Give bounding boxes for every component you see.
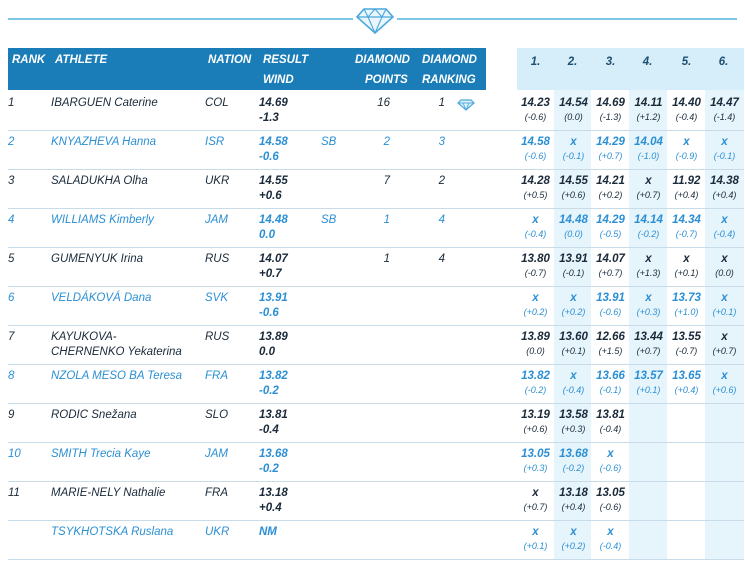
attempt-value: 13.81 (596, 409, 625, 421)
attempt-cell (630, 174, 667, 202)
result-cell: 14.55 (259, 175, 288, 187)
attempt-cell (592, 447, 629, 475)
header-nation: NATION (208, 54, 252, 66)
attempt-wind: (+0.6) (712, 385, 737, 395)
attempt-wind: (+1.5) (598, 346, 623, 356)
table-row (8, 208, 744, 248)
attempt-wind: (+0.1) (636, 385, 661, 395)
wind-cell: 0.0 (259, 346, 275, 358)
attempt-wind: (-0.4) (713, 229, 736, 239)
rank-cell: 11 (8, 487, 20, 499)
table-row (8, 286, 744, 326)
attempt-value: x (721, 292, 728, 304)
attempt-wind: (+0.1) (712, 307, 737, 317)
attempt-value: 13.58 (559, 409, 588, 421)
attempt-wind: (+0.7) (636, 346, 661, 356)
wind-cell: -0.4 (259, 424, 279, 436)
attempt-cell (555, 486, 592, 514)
nation-cell: SVK (205, 292, 229, 304)
attempt-cell (555, 369, 592, 397)
attempt-value: x (683, 136, 690, 148)
attempt-cell (706, 369, 743, 397)
rank-cell: 7 (8, 331, 15, 343)
header-attempt-4: 4. (642, 56, 653, 68)
attempt-wind: (-0.6) (599, 463, 622, 473)
attempt-cell (555, 96, 592, 124)
header-athlete: ATHLETE (55, 54, 108, 66)
header-attempt-2: 2. (567, 56, 578, 68)
attempt-value: x (721, 253, 728, 265)
attempt-cell (517, 135, 554, 163)
attempt-wind: (0.0) (564, 229, 583, 239)
athlete-name: SALADUKHA Olha (51, 175, 148, 187)
attempt-cell (668, 96, 705, 124)
rank-cell: 10 (8, 448, 21, 460)
attempt-value: x (570, 526, 577, 538)
attempt-wind: (-0.2) (637, 229, 660, 239)
wind-cell: +0.6 (259, 190, 282, 202)
attempt-cell (592, 252, 629, 280)
header-attempt-3: 3. (605, 56, 616, 68)
diamond-ranking-cell: 3 (438, 136, 445, 148)
header-attempt-5: 5. (681, 56, 692, 68)
attempt-wind: (+0.5) (523, 190, 548, 200)
attempt-wind: (+1.3) (636, 268, 661, 278)
attempt-value: 13.73 (672, 292, 701, 304)
attempt-cell (517, 447, 554, 475)
attempt-cell (592, 408, 629, 436)
attempt-wind: (+1.0) (674, 307, 699, 317)
wind-cell: -0.2 (259, 385, 279, 397)
attempt-wind: (+0.7) (636, 190, 661, 200)
attempt-cell (517, 408, 554, 436)
attempt-value: 13.57 (634, 370, 663, 382)
attempt-value: 14.48 (559, 214, 588, 226)
attempt-cell (555, 252, 592, 280)
attempt-value: x (532, 526, 539, 538)
attempt-wind: (+0.2) (561, 307, 586, 317)
nation-cell: UKR (205, 526, 230, 538)
attempt-wind: (+0.7) (598, 151, 623, 161)
attempt-wind: (-0.6) (599, 502, 622, 512)
attempt-wind: (-0.7) (675, 346, 698, 356)
attempt-wind: (-0.6) (524, 151, 547, 161)
attempt-wind: (0.0) (715, 268, 734, 278)
attempt-wind: (-0.7) (675, 229, 698, 239)
attempt-value: x (721, 136, 728, 148)
season-best-badge: SB (321, 136, 337, 148)
header-wind: WIND (263, 74, 294, 86)
attempt-value: x (570, 370, 577, 382)
table-row (8, 130, 744, 170)
attempt-cell (630, 135, 667, 163)
attempt-wind: (0.0) (564, 112, 583, 122)
attempt-cell (630, 369, 667, 397)
attempt-value: 13.18 (559, 487, 588, 499)
attempt-cell (668, 174, 705, 202)
result-cell: 13.91 (259, 292, 288, 304)
diamond-ranking-cell: 1 (438, 97, 445, 109)
attempt-cell (517, 486, 554, 514)
attempt-value: 11.92 (672, 175, 701, 187)
attempt-value: 13.68 (559, 448, 588, 460)
attempt-cell (592, 291, 629, 319)
table-row (8, 247, 744, 287)
wind-cell: -0.6 (259, 307, 279, 319)
header-diamond-points-1: DIAMOND (355, 54, 410, 66)
attempt-cell (555, 408, 592, 436)
athlete-name: IBARGUEN Caterine (51, 97, 158, 109)
attempt-value: 14.69 (596, 97, 625, 109)
diamond-ranking-cell: 4 (438, 253, 445, 265)
athlete-name: GUMENYUK Irina (51, 253, 144, 265)
attempt-wind: (+0.3) (636, 307, 661, 317)
attempt-wind: (+0.7) (523, 502, 548, 512)
attempt-wind: (+0.6) (561, 190, 586, 200)
attempt-value: 14.40 (672, 97, 701, 109)
header-attempt-6: 6. (718, 56, 729, 68)
attempt-wind: (+1.2) (636, 112, 661, 122)
attempt-cell (555, 135, 592, 163)
nation-cell: SLO (205, 409, 229, 421)
season-best-badge: SB (321, 214, 337, 226)
attempt-wind: (0.0) (526, 346, 545, 356)
attempt-value: 14.58 (521, 136, 550, 148)
athlete-name-line-2: CHERNENKO Yekaterina (51, 346, 182, 358)
attempt-wind: (-0.4) (599, 541, 622, 551)
attempt-wind: (-0.5) (599, 229, 622, 239)
attempt-value: 14.07 (596, 253, 625, 265)
attempt-cell (706, 135, 743, 163)
attempt-value: 13.65 (672, 370, 701, 382)
results-table-header (8, 48, 486, 90)
attempt-cell (706, 291, 743, 319)
attempt-value: x (721, 370, 728, 382)
result-cell: 13.81 (259, 409, 288, 421)
attempt-wind: (+0.7) (598, 268, 623, 278)
diamond-points-cell: 1 (383, 253, 390, 265)
attempt-value: x (607, 448, 614, 460)
table-row (8, 520, 744, 560)
wind-cell: 0.0 (259, 229, 275, 241)
nation-cell: UKR (205, 175, 230, 187)
attempt-wind: (+0.1) (674, 268, 699, 278)
attempt-value: 14.29 (596, 136, 625, 148)
attempt-wind: (-1.3) (599, 112, 622, 122)
attempt-value: 13.60 (559, 331, 588, 343)
attempt-value: 13.82 (521, 370, 550, 382)
diamond-points-cell: 16 (377, 97, 390, 109)
attempts-header (517, 48, 744, 90)
attempt-value: 14.04 (634, 136, 663, 148)
diamond-points-cell: 2 (383, 136, 390, 148)
attempt-cell (592, 369, 629, 397)
result-cell: 13.82 (259, 370, 288, 382)
attempt-value: x (645, 175, 652, 187)
rank-cell: 9 (8, 409, 15, 421)
nation-cell: RUS (205, 253, 230, 265)
attempt-cell (517, 369, 554, 397)
table-row (8, 91, 744, 131)
athlete-name: KAYUKOVA- (51, 331, 117, 343)
attempt-wind: (+0.6) (523, 424, 548, 434)
table-row (8, 325, 744, 365)
attempt-wind: (+0.4) (674, 385, 699, 395)
header-attempt-1: 1. (530, 56, 541, 68)
athlete-name: RODIC Snežana (51, 409, 137, 421)
attempt-value: x (532, 214, 539, 226)
attempt-value: 14.54 (559, 97, 588, 109)
result-cell: 14.07 (259, 253, 288, 265)
attempt-cell (555, 447, 592, 475)
diamond-icon (353, 8, 397, 36)
result-cell: 13.89 (259, 331, 288, 343)
table-row (8, 481, 744, 521)
attempt-cell (630, 213, 667, 241)
attempt-value: x (721, 214, 728, 226)
attempt-value: x (607, 526, 614, 538)
attempt-cell (517, 174, 554, 202)
diamond-points-cell: 7 (383, 175, 390, 187)
attempt-value: 13.05 (521, 448, 550, 460)
attempt-wind: (+0.2) (523, 307, 548, 317)
header-rank: RANK (12, 54, 46, 66)
attempt-wind: (-0.4) (524, 229, 547, 239)
diamond-ranking-cell: 4 (438, 214, 445, 226)
attempt-value: x (532, 487, 539, 499)
table-row (8, 364, 744, 404)
attempt-cell (517, 252, 554, 280)
athlete-name: NZOLA MESO BA Teresa (51, 370, 183, 382)
diamond-icon (457, 98, 475, 116)
attempt-value: 14.23 (521, 97, 550, 109)
attempt-wind: (+0.3) (561, 424, 586, 434)
nation-cell: JAM (205, 448, 228, 460)
attempt-cell (630, 291, 667, 319)
table-row (8, 442, 744, 482)
attempt-value: 12.66 (596, 331, 625, 343)
rank-cell: 3 (8, 175, 15, 187)
attempt-wind: (+0.1) (523, 541, 548, 551)
attempt-cell (592, 174, 629, 202)
attempt-value: 14.28 (521, 175, 550, 187)
attempt-value: x (570, 136, 577, 148)
wind-cell: -1.3 (259, 112, 279, 124)
attempt-value: 14.21 (596, 175, 625, 187)
header-diamond-points-2: POINTS (365, 74, 408, 86)
attempt-cell (706, 213, 743, 241)
attempt-cell (555, 330, 592, 358)
attempt-value: 14.14 (634, 214, 663, 226)
attempt-wind: (-0.2) (524, 385, 547, 395)
attempt-value: 13.91 (559, 253, 588, 265)
rank-cell: 1 (8, 97, 15, 109)
attempt-value: 13.91 (596, 292, 625, 304)
attempt-cell (630, 252, 667, 280)
attempt-wind: (+0.2) (561, 541, 586, 551)
attempt-wind: (+0.3) (523, 463, 548, 473)
attempt-value: 14.29 (596, 214, 625, 226)
nation-cell: FRA (205, 370, 228, 382)
attempt-cell (668, 291, 705, 319)
athlete-name: MARIE-NELY Nathalie (51, 487, 166, 499)
attempt-cell (668, 330, 705, 358)
result-cell: 13.18 (259, 487, 288, 499)
attempt-wind: (+0.4) (712, 190, 737, 200)
attempt-value: x (532, 292, 539, 304)
attempt-value: x (683, 253, 690, 265)
attempt-cell (517, 213, 554, 241)
diamond-ranking-cell: 2 (438, 175, 445, 187)
attempt-wind: (+0.1) (561, 346, 586, 356)
diamond-points-cell: 1 (383, 214, 390, 226)
attempt-value: 13.55 (672, 331, 701, 343)
attempt-wind: (-0.9) (675, 151, 698, 161)
attempt-wind: (+0.7) (712, 346, 737, 356)
attempt-value: x (721, 331, 728, 343)
rank-cell: 2 (8, 136, 15, 148)
nation-cell: JAM (205, 214, 228, 226)
attempt-wind: (-0.4) (562, 385, 585, 395)
header-diamond-ranking-1: DIAMOND (422, 54, 477, 66)
attempt-value: 13.66 (596, 370, 625, 382)
attempt-cell (668, 135, 705, 163)
attempt-cell (706, 252, 743, 280)
nation-cell: ISR (205, 136, 225, 148)
attempt-value: 14.55 (559, 175, 588, 187)
attempt-cell (517, 330, 554, 358)
attempt-value: 13.89 (521, 331, 550, 343)
rank-cell: 5 (8, 253, 15, 265)
attempt-value: 14.38 (710, 175, 739, 187)
attempt-cell (517, 525, 554, 553)
attempt-value: 13.19 (521, 409, 550, 421)
result-cell: 13.68 (259, 448, 288, 460)
nation-cell: FRA (205, 487, 228, 499)
attempt-cell (592, 135, 629, 163)
attempt-wind: (-1.4) (713, 112, 736, 122)
header-result: RESULT (263, 54, 309, 66)
athlete-name: KNYAZHEVA Hanna (51, 136, 157, 148)
athlete-name: VELDÁKOVÁ Dana (51, 292, 152, 304)
attempt-cell (592, 525, 629, 553)
table-row (8, 169, 744, 209)
wind-cell: -0.6 (259, 151, 279, 163)
header-diamond-ranking-2: RANKING (422, 74, 476, 86)
attempt-value: 14.11 (634, 97, 663, 109)
attempt-cell (592, 213, 629, 241)
attempt-value: 13.44 (634, 331, 663, 343)
attempt-cell (517, 291, 554, 319)
athlete-name: WILLIAMS Kimberly (51, 214, 154, 226)
nation-cell: RUS (205, 331, 230, 343)
attempt-cell (592, 330, 629, 358)
attempt-cell (555, 525, 592, 553)
attempt-value: x (570, 292, 577, 304)
result-cell: 14.58 (259, 136, 288, 148)
attempt-cell (592, 486, 629, 514)
attempt-cell (706, 96, 743, 124)
attempt-value: x (645, 253, 652, 265)
attempt-wind: (+0.4) (674, 190, 699, 200)
attempt-wind: (+0.4) (561, 502, 586, 512)
result-cell: NM (259, 526, 277, 538)
athlete-name: SMITH Trecia Kaye (51, 448, 151, 460)
attempt-wind: (-0.4) (675, 112, 698, 122)
result-cell: 14.48 (259, 214, 288, 226)
attempt-cell (592, 96, 629, 124)
attempt-cell (555, 174, 592, 202)
attempt-cell (706, 174, 743, 202)
rank-cell: 4 (8, 214, 15, 226)
result-cell: 14.69 (259, 97, 288, 109)
attempt-wind: (-0.4) (599, 424, 622, 434)
attempt-wind: (-0.7) (524, 268, 547, 278)
attempt-wind: (-0.6) (524, 112, 547, 122)
attempt-wind: (-0.2) (562, 463, 585, 473)
attempt-cell (630, 330, 667, 358)
wind-cell: +0.7 (259, 268, 282, 280)
attempt-wind: (-0.1) (599, 385, 622, 395)
attempt-wind: (-0.1) (562, 151, 585, 161)
attempt-value: 14.47 (710, 97, 739, 109)
attempt-cell (706, 330, 743, 358)
attempt-cell (630, 96, 667, 124)
attempt-wind: (-0.1) (713, 151, 736, 161)
attempt-cell (668, 213, 705, 241)
attempt-cell (517, 96, 554, 124)
attempt-cell (668, 369, 705, 397)
table-row (8, 403, 744, 443)
nation-cell: COL (205, 97, 229, 109)
attempt-value: 13.80 (521, 253, 550, 265)
wind-cell: -0.2 (259, 463, 279, 475)
rank-cell: 8 (8, 370, 15, 382)
attempt-wind: (-0.6) (599, 307, 622, 317)
attempt-wind: (-1.0) (637, 151, 660, 161)
attempt-value: 13.05 (596, 487, 625, 499)
attempt-value: 14.34 (672, 214, 701, 226)
athlete-name: TSYKHOTSKA Ruslana (51, 526, 174, 538)
rank-cell: 6 (8, 292, 15, 304)
wind-cell: +0.4 (259, 502, 282, 514)
attempt-cell (668, 252, 705, 280)
attempt-cell (555, 291, 592, 319)
attempt-wind: (+0.2) (598, 190, 623, 200)
attempt-wind: (-0.1) (562, 268, 585, 278)
attempt-cell (555, 213, 592, 241)
attempt-value: x (645, 292, 652, 304)
